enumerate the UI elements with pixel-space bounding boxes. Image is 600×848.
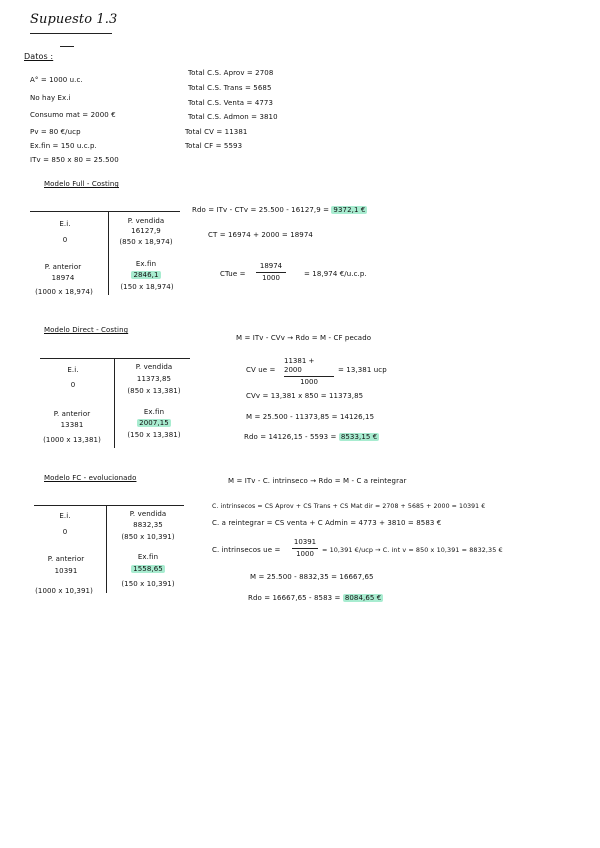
dc-pv-label: P. vendida xyxy=(135,363,173,371)
highlight: 2007,15 xyxy=(139,419,169,427)
t-account-top xyxy=(34,505,184,506)
fe-pv-calc: (850 x 10,391) xyxy=(121,533,175,541)
fe-pv-value: 8832,35 xyxy=(133,521,163,529)
dc-pa-label: P. anterior xyxy=(53,410,91,418)
fe-rdo xyxy=(248,594,383,603)
dc-formula: M = ITv - CVv → Rdo = M - CF pecado xyxy=(236,334,372,342)
fc-pv-calc: (850 x 18,974) xyxy=(119,238,173,246)
dc-rdo-formula: Rdo = 14126,15 - 5593 = xyxy=(244,433,337,441)
fe-m: M = 25.500 - 8832,35 = 16667,65 xyxy=(250,573,374,581)
t-account-top xyxy=(30,211,180,212)
dato-item: ITv = 850 x 80 = 25.500 xyxy=(30,156,119,164)
title-underline xyxy=(30,33,112,34)
dato-item: A° = 1000 u.c. xyxy=(30,76,83,84)
fe-cue-fraction xyxy=(292,538,318,559)
fe-pa-calc: (1000 x 10,391) xyxy=(35,587,93,595)
fc-ctue-fraction xyxy=(256,262,286,283)
fc-pa-label: P. anterior xyxy=(44,263,82,271)
fe-c-reintegrar: C. a reintegrar = CS venta + C Admin = 4773 + 3810 = 8583 € xyxy=(212,519,442,527)
full-costing-heading: Modelo Full - Costing xyxy=(44,180,119,188)
fe-c-intrinsecos: C. intrinsecos = CS Aprov + CS Trans + CS Mat dir = 2708 + 5685 + 2000 = 10391 € xyxy=(212,503,486,510)
fraction-denominator: 1000 xyxy=(296,550,314,558)
fraction-numerator: 11381 + 2000 xyxy=(284,357,315,374)
dc-rdo xyxy=(244,433,379,442)
fe-ei-value: 0 xyxy=(62,528,68,536)
fe-cue-right: = 10,391 €/ucp → C. int v = 850 x 10,391 = 8832,35 € xyxy=(322,546,503,554)
fe-rdo-formula: Rdo = 16667,65 - 8583 = xyxy=(248,594,341,602)
dc-ei-value: 0 xyxy=(70,381,76,389)
t-account-divider xyxy=(106,505,107,593)
fraction-bar xyxy=(292,548,318,549)
dc-ef-value xyxy=(118,419,190,428)
dato-item: Pv = 80 €/ucp xyxy=(30,128,81,136)
dc-ef-calc: (150 x 13,381) xyxy=(127,431,181,439)
dc-cvv: CVv = 13,381 x 850 = 11373,85 xyxy=(246,392,364,400)
fc-pv-value: 16127,9 xyxy=(131,227,161,235)
fraction-denominator: 1000 xyxy=(262,274,280,282)
fraction-denominator: 1000 xyxy=(300,378,318,386)
dc-cvue-left: CV ue = xyxy=(246,366,276,374)
t-account-divider xyxy=(108,211,109,295)
page-title: Supuesto 1.3 xyxy=(30,12,118,27)
fe-ef-label: Ex.fin xyxy=(137,553,159,561)
fc-pa-value: 18974 xyxy=(51,274,75,282)
datos-mark xyxy=(60,46,74,47)
fe-cue-left: C. intrinsecos ue = xyxy=(212,546,281,554)
dc-rdo-result: 8533,15 € xyxy=(340,433,378,441)
datos-label: Datos : xyxy=(24,52,54,61)
fraction-numerator: 18974 xyxy=(259,262,283,270)
highlight: 2846,1 xyxy=(133,271,159,279)
fc-rdo xyxy=(192,206,367,215)
fc-ctue-right: = 18,974 €/u.c.p. xyxy=(304,270,367,278)
fc-ef-label: Ex.fin xyxy=(135,260,157,268)
dc-pv-value: 11373,85 xyxy=(136,375,172,383)
fc-evolucionado-heading: Modelo FC - evolucionado xyxy=(44,474,137,482)
highlight: 1558,65 xyxy=(133,565,163,573)
total-item: Total CV = 11381 xyxy=(185,128,248,136)
fe-pa-label: P. anterior xyxy=(47,555,85,563)
total-item: Total C.S. Admon = 3810 xyxy=(188,113,278,121)
fe-ei-label: E.i. xyxy=(59,512,71,520)
fc-pv-label: P. vendida xyxy=(127,217,165,225)
fc-rdo-formula: Rdo = ITv - CTv = 25.500 - 16127,9 = xyxy=(192,206,330,214)
fe-rdo-result: 8084,65 € xyxy=(344,594,382,602)
fc-ct: CT = 16974 + 2000 = 18974 xyxy=(208,231,313,239)
fc-ei-label: E.i. xyxy=(59,220,71,228)
dato-item: Consumo mat = 2000 € xyxy=(30,111,116,119)
fe-pv-label: P. vendida xyxy=(129,510,167,518)
fc-pa-calc: (1000 x 18,974) xyxy=(35,288,93,296)
fc-ef-calc: (150 x 18,974) xyxy=(120,283,174,291)
dc-pv-calc: (850 x 13,381) xyxy=(127,387,181,395)
fe-pa-value: 10391 xyxy=(54,567,78,575)
t-account-top xyxy=(40,358,190,359)
dc-ef-label: Ex.fin xyxy=(143,408,165,416)
dato-item: No hay Ex.i xyxy=(30,94,71,102)
fc-ei-value: 0 xyxy=(62,236,68,244)
total-item: Total C.S. Aprov = 2708 xyxy=(188,69,274,77)
fraction-numerator: 10391 xyxy=(293,538,317,546)
dc-ei-label: E.i. xyxy=(67,366,79,374)
dato-item: Ex.fin = 150 u.c.p. xyxy=(30,142,97,150)
dc-cvue-right: = 13,381 ucp xyxy=(338,366,387,374)
fe-ef-value xyxy=(112,565,184,574)
dc-m: M = 25.500 - 11373,85 = 14126,15 xyxy=(246,413,375,421)
fraction-bar xyxy=(256,272,286,273)
dc-pa-value: 13381 xyxy=(60,421,84,429)
fraction-bar xyxy=(284,376,334,377)
total-item: Total C.S. Trans = 5685 xyxy=(188,84,272,92)
fc-ef-value xyxy=(112,271,180,280)
fe-ef-calc: (150 x 10,391) xyxy=(121,580,175,588)
fc-rdo-result: 9372,1 € xyxy=(333,206,366,214)
total-item: Total C.S. Venta = 4773 xyxy=(188,99,274,107)
direct-costing-heading: Modelo Direct - Costing xyxy=(44,326,129,334)
fc-ctue-left: CTue = xyxy=(220,270,246,278)
total-item: Total CF = 5593 xyxy=(185,142,243,150)
fe-formula: M = ITv - C. intrinseco → Rdo = M - C a reintegrar xyxy=(228,477,407,485)
dc-cvue-fraction xyxy=(284,357,334,387)
dc-pa-calc: (1000 x 13,381) xyxy=(43,436,101,444)
